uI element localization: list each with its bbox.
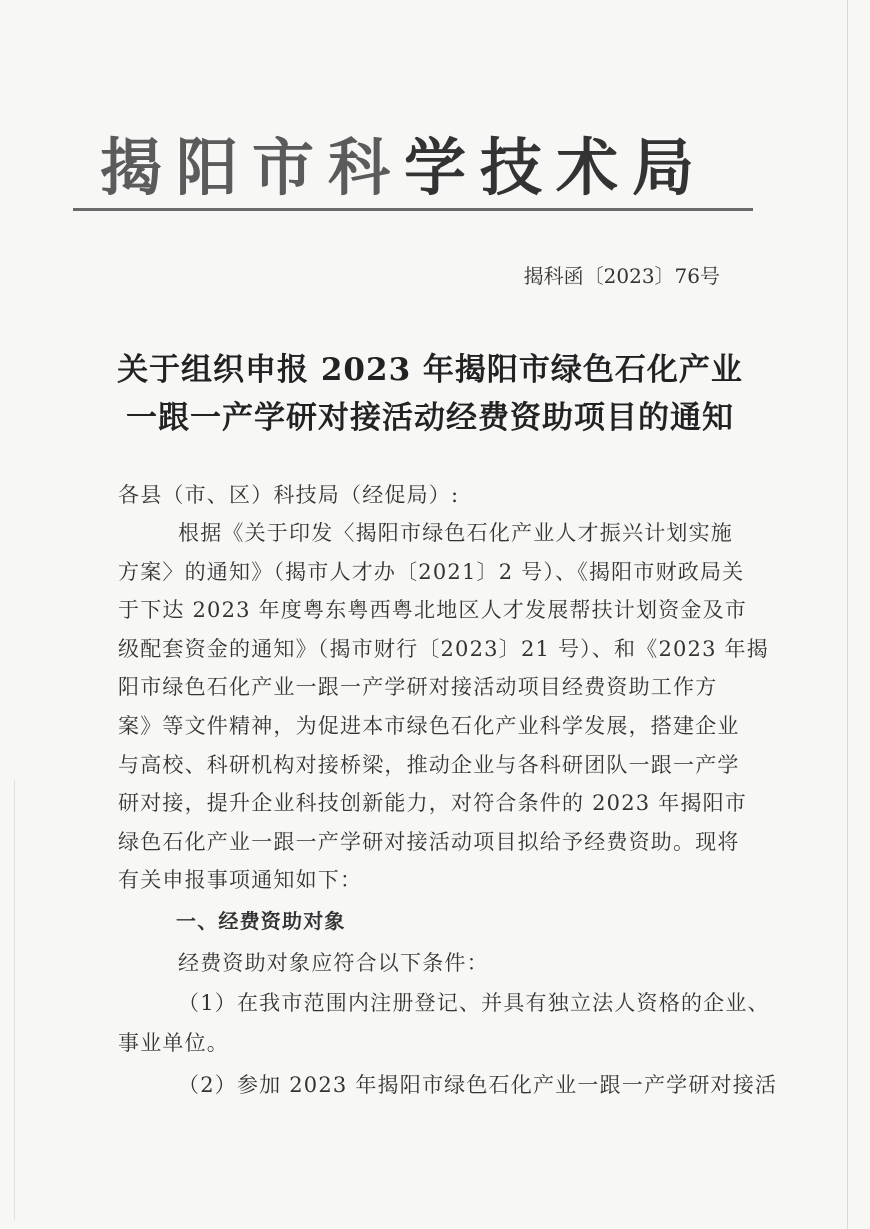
document-number: 揭科函〔2023〕76号 — [523, 264, 720, 288]
condition-item-1: （1）在我市范围内注册登记、并具有独立法人资格的企业、 — [178, 991, 770, 1015]
section-intro: 经费资助对象应符合以下条件： — [178, 951, 489, 975]
paragraph-line: 于下达 2023 年度粤东粤西粤北地区人才发展帮扶计划资金及市 — [118, 598, 747, 622]
paragraph-line: 绿色石化产业一跟一产学研对接活动项目拟给予经费资助。现将 — [118, 830, 740, 854]
document-title-line2: 一跟一产学研对接活动经费资助项目的通知 — [126, 400, 734, 436]
paragraph-line: 有关申报事项通知如下： — [118, 868, 363, 892]
letterhead-part1: 揭阳市科 — [100, 131, 405, 204]
condition-item-2: （2）参加 2023 年揭阳市绿色石化产业一跟一产学研对接活 — [178, 1073, 778, 1097]
document-title-line1: 关于组织申报 2023 年揭阳市绿色石化产业 — [117, 352, 743, 388]
section-heading: 一、经费资助对象 — [176, 909, 346, 933]
letterhead-part2: 学技术局 — [404, 131, 709, 204]
letterhead — [100, 118, 740, 204]
letterhead-rule — [73, 208, 753, 211]
condition-item-1-cont: 事业单位。 — [118, 1031, 229, 1055]
paragraph-line: 与高校、科研机构对接桥梁，推动企业与各科研团队一跟一产学 — [118, 753, 740, 777]
paragraph-line: 研对接，提升企业科技创新能力，对符合条件的 2023 年揭阳市 — [118, 791, 747, 815]
paragraph-line: 案》等文件精神，为促进本市绿色石化产业科学发展，搭建企业 — [118, 714, 740, 738]
scan-edge — [14, 780, 15, 1220]
scan-edge — [847, 0, 848, 1229]
salutation: 各县（市、区）科技局（经促局）: — [118, 483, 460, 507]
paragraph-line: 阳市绿色石化产业一跟一产学研对接活动项目经费资助工作方 — [118, 675, 718, 699]
paragraph-line: 方案〉的通知》（揭市人才办〔2021〕2 号）、《揭阳市财政局关 — [118, 560, 745, 584]
paragraph-line: 级配套资金的通知》（揭市财行〔2023〕21 号）、和《2023 年揭 — [118, 637, 769, 661]
document-body — [118, 476, 778, 1176]
paragraph-line: 根据《关于印发〈揭阳市绿色石化产业人才振兴计划实施 — [178, 521, 733, 545]
